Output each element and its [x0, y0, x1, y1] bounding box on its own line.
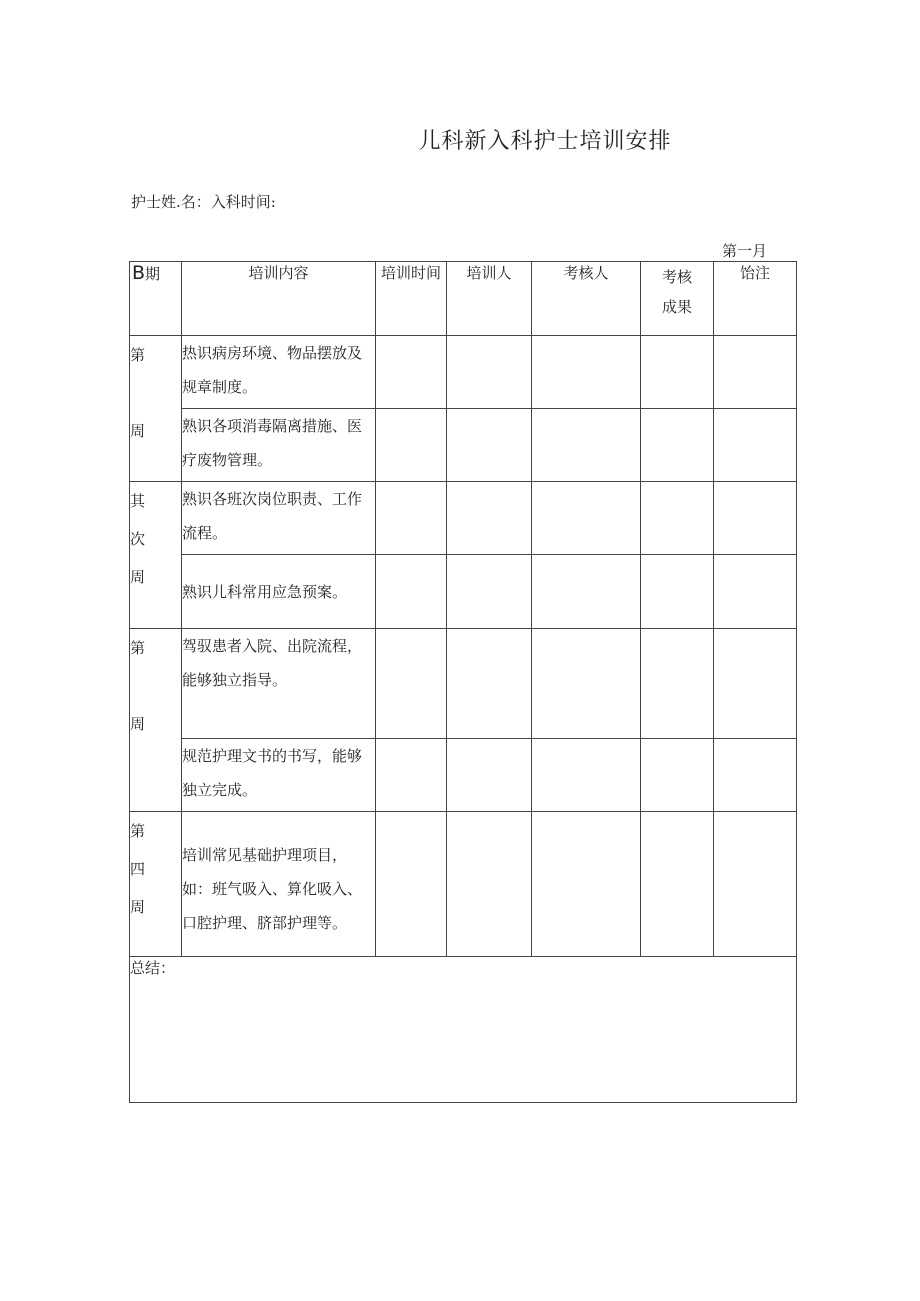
cell-blank [447, 336, 532, 409]
header-content: 培训内容 [182, 262, 376, 336]
cell-blank [641, 336, 714, 409]
cell-blank [641, 629, 714, 739]
cell-blank [447, 409, 532, 482]
cell-blank [714, 409, 797, 482]
week2-label-3: 周 [130, 568, 146, 586]
week2-label-1: 其 [130, 492, 146, 510]
week3-label-bottom: 周 [130, 715, 146, 733]
week3-label-top: 第 [130, 639, 146, 657]
summary-cell [130, 957, 797, 1103]
cell-blank [714, 739, 797, 812]
week4-label-2: 四 [130, 860, 146, 878]
cell-blank [532, 629, 641, 739]
cell-blank [641, 409, 714, 482]
week4-item1: 培训常见基础护理项目，如：班气吸入、算化吸入、口腔护理、脐部护理等。 [182, 812, 376, 957]
cell-blank [447, 629, 532, 739]
cell-blank [714, 482, 797, 555]
table-row [130, 812, 797, 957]
week1-label-top: 第 [130, 346, 146, 364]
cell-blank [532, 482, 641, 555]
header-period [130, 262, 182, 336]
header-result-line1: 考核 [661, 268, 692, 286]
cell-blank [376, 409, 447, 482]
cell-blank [447, 555, 532, 629]
header-period-rest: 期 [145, 265, 161, 283]
header-time: 培训时间 [376, 262, 447, 336]
week3-item2: 规范护理文书的书写，能够独立完成。 [182, 739, 376, 812]
cell-blank [447, 812, 532, 957]
week2-item1: 熟识各班次岗位职责、工作流程。 [182, 482, 376, 555]
table-row [130, 482, 797, 555]
week1-item2: 熟识各项消毒隔离措施、医疗废物管理。 [182, 409, 376, 482]
table-row [130, 336, 797, 409]
week2-item2: 熟识儿科常用应急预案。 [182, 555, 376, 629]
cell-blank [376, 812, 447, 957]
week1-label-bottom: 周 [130, 422, 146, 440]
cell-blank [376, 482, 447, 555]
cell-blank [376, 555, 447, 629]
header-result [641, 262, 714, 336]
cell-blank [714, 812, 797, 957]
header-assessor: 考核人 [532, 262, 641, 336]
header-remark: 饴注 [714, 262, 797, 336]
cell-blank [714, 336, 797, 409]
cell-blank [532, 812, 641, 957]
header-result-line2: 成果 [661, 298, 692, 316]
summary-row [130, 957, 797, 1103]
table-header-row [130, 262, 797, 336]
cell-blank [447, 739, 532, 812]
table-row [130, 409, 797, 482]
table-row [130, 555, 797, 629]
week1-label [130, 336, 182, 482]
cell-blank [641, 812, 714, 957]
cell-blank [376, 629, 447, 739]
week3-item1: 驾驭患者入院、出院流程，能够独立指导。 [182, 629, 376, 739]
week1-item1: 热识病房环境、物品摆放及规章制度。 [182, 336, 376, 409]
cell-blank [641, 555, 714, 629]
cell-blank [532, 555, 641, 629]
month-label: 第一月 [722, 242, 768, 260]
cell-blank [532, 336, 641, 409]
week4-label [130, 812, 182, 957]
header-trainer: 培训人 [447, 262, 532, 336]
cell-blank [714, 555, 797, 629]
week4-label-1: 第 [130, 822, 146, 840]
cell-blank [641, 482, 714, 555]
week2-label [130, 482, 182, 629]
cell-blank [376, 336, 447, 409]
training-plan-table [129, 261, 797, 1103]
cell-blank [376, 739, 447, 812]
table-row [130, 739, 797, 812]
cell-blank [532, 739, 641, 812]
table-row [130, 629, 797, 739]
nurse-info-line: 护士姓.名：入科时间: [131, 193, 276, 211]
week2-label-2: 次 [130, 530, 146, 548]
cell-blank [714, 629, 797, 739]
week4-label-3: 周 [130, 898, 146, 916]
header-period-b: B [132, 262, 146, 284]
summary-label: 总结： [130, 959, 176, 977]
cell-blank [532, 409, 641, 482]
cell-blank [447, 482, 532, 555]
document-title: 儿科新入科护士培训安排 [418, 129, 672, 154]
cell-blank [641, 739, 714, 812]
week3-label [130, 629, 182, 812]
